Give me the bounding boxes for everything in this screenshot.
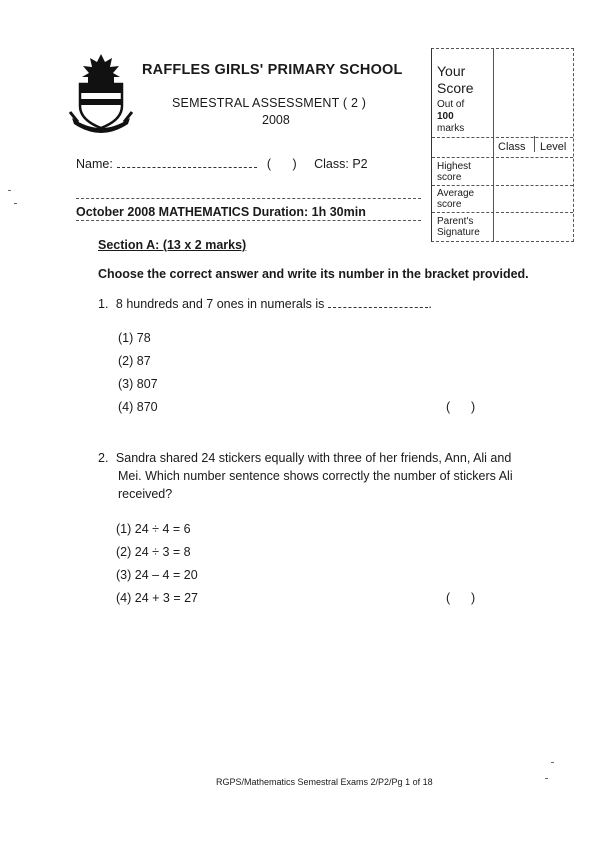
scan-speck (545, 778, 548, 779)
level-column-header: Level (540, 141, 567, 153)
school-crest-logo (68, 52, 134, 138)
score-box-rule (432, 137, 573, 138)
score-box-rule (432, 157, 573, 158)
name-field[interactable] (117, 157, 257, 168)
question-text: Sandra shared 24 stickers equally with three of her friends, Ann, Ali and (115, 451, 512, 465)
average-score-label: Average score (437, 188, 475, 210)
option-2: (2) 24 ÷ 3 = 8 (116, 545, 191, 559)
name-row (76, 157, 368, 171)
scan-speck (8, 190, 11, 191)
assessment-year: 2008 (262, 113, 290, 127)
option-4: (4) 870 (118, 400, 158, 414)
your-score-label: Your Score (437, 63, 474, 96)
highest-score-label: Highest score (437, 161, 471, 183)
class-column-header: Class (498, 141, 526, 153)
page-footer: RGPS/Mathematics Semestral Exams 2/P2/Pg 1 of 18 (216, 777, 433, 787)
option-3: (3) 24 – 4 = 20 (116, 568, 198, 582)
score-box-rule (432, 185, 573, 186)
answer-bracket[interactable]: ( ) (446, 400, 476, 414)
question-2 (98, 451, 511, 465)
score-box-rule (432, 212, 573, 213)
question-text: 8 hundreds and 7 ones in numerals is (115, 297, 325, 311)
question-number: 2. (98, 451, 109, 465)
parents-signature-label: Parent's Signature (437, 216, 480, 238)
scan-speck (14, 203, 17, 204)
class-level-divider (534, 136, 535, 152)
section-instructions: Choose the correct answer and write its number in the bracket provided. (98, 267, 529, 281)
name-label: Name: (76, 157, 113, 171)
divider (76, 198, 421, 199)
class-label: Class: P2 (314, 157, 368, 171)
register-number-bracket[interactable]: ( ) (266, 157, 297, 171)
score-box (431, 48, 574, 242)
exam-info: October 2008 MATHEMATICS Duration: 1h 30min (76, 205, 366, 219)
option-1: (1) 78 (118, 331, 151, 345)
question-text: received? (118, 487, 173, 501)
assessment-title: SEMESTRAL ASSESSMENT ( 2 ) (172, 96, 367, 110)
question-1: 1. 8 hundreds and 7 ones in numerals is . (98, 297, 432, 311)
option-4: (4) 24 + 3 = 27 (116, 591, 199, 605)
answer-blank (328, 297, 428, 308)
school-name: RAFFLES GIRLS' PRIMARY SCHOOL (142, 62, 403, 78)
answer-bracket[interactable]: ( ) (446, 591, 476, 605)
scan-speck (551, 762, 554, 763)
out-of-label: Out of 100 marks (437, 99, 465, 134)
section-title: Section A: (13 x 2 marks) (98, 238, 247, 252)
option-3: (3) 807 (118, 377, 158, 391)
option-2: (2) 87 (118, 354, 151, 368)
question-number: 1. (98, 297, 109, 311)
option-1: (1) 24 ÷ 4 = 6 (116, 522, 191, 536)
divider (76, 220, 421, 221)
question-text: Mei. Which number sentence shows correctly the number of stickers Ali (118, 469, 513, 483)
